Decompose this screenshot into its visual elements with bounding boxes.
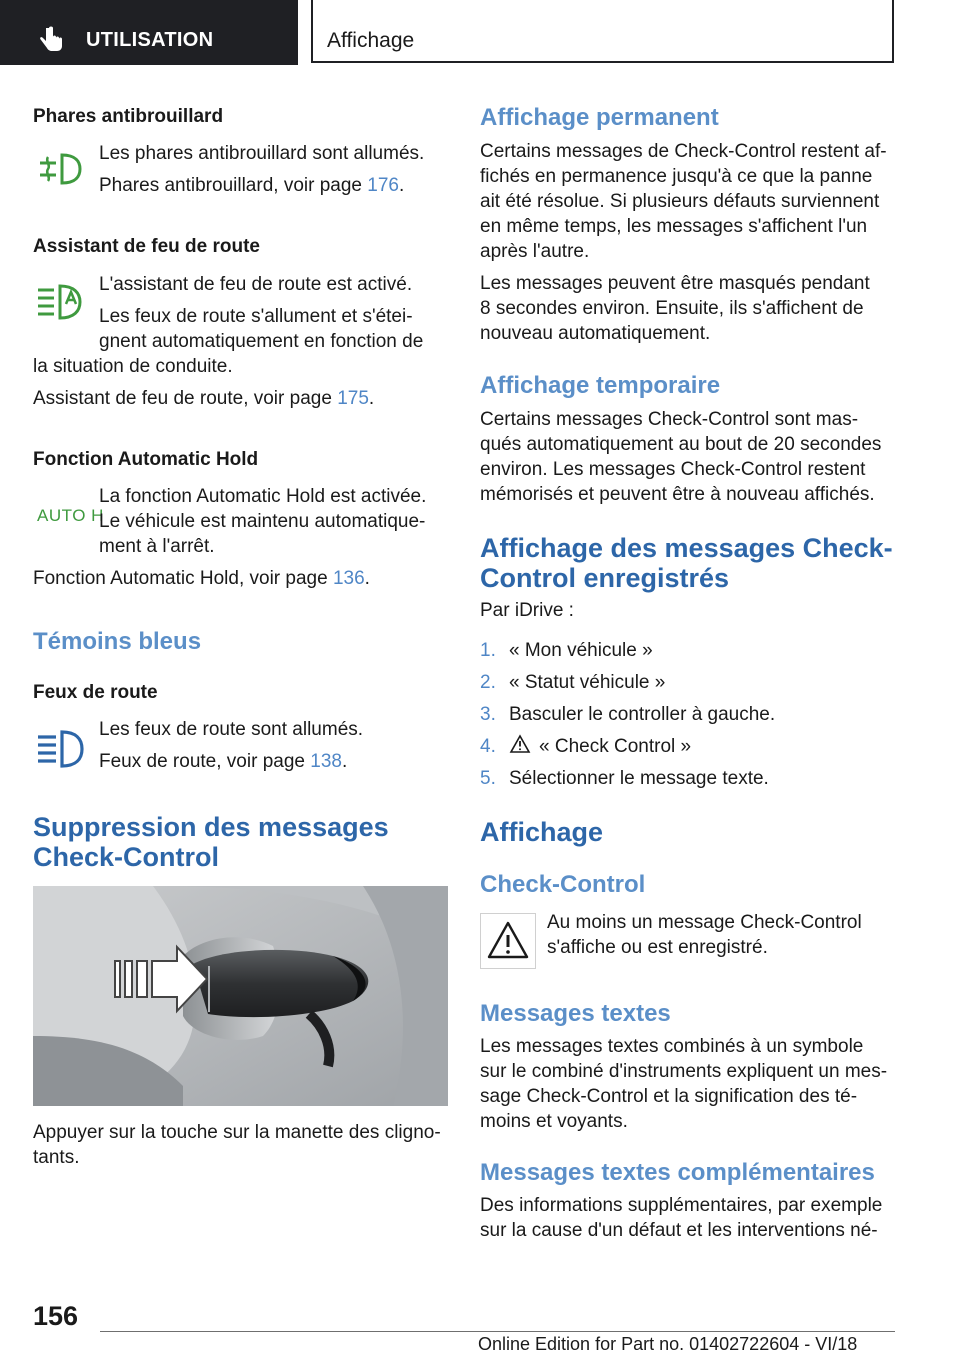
fog-line-1: Les phares antibrouillard sont allumés. bbox=[99, 143, 425, 164]
check-control-heading: Check-Control bbox=[480, 871, 646, 898]
high-beam-icon bbox=[36, 728, 86, 770]
section-tab bbox=[311, 0, 894, 63]
permanent-p1-line-3: ait été résolue. Si plusieurs défauts surviennent bbox=[480, 191, 880, 212]
extra-messages-heading: Messages textes complémentaires bbox=[480, 1159, 875, 1186]
highbeam-line-1: Les feux de route sont allumés. bbox=[99, 719, 364, 740]
display-heading: Affichage bbox=[480, 817, 604, 847]
hand-pointer-icon bbox=[38, 26, 64, 54]
page-number: 156 bbox=[33, 1301, 79, 1331]
text-messages-line-1: Les messages textes combinés à un symbole bbox=[480, 1036, 864, 1057]
auto-hold-line-1: La fonction Automatic Hold est activée. bbox=[99, 486, 427, 507]
highbeam-assist-line-3: gnent automatiquement en fonction de bbox=[99, 331, 424, 352]
auto-hold-line-3: ment à l'arrêt. bbox=[99, 536, 215, 557]
highbeam-assist-icon bbox=[36, 282, 86, 322]
fog-line-2: Phares antibrouillard, voir page 176. bbox=[99, 175, 405, 196]
step-5: 5. Sélectionner le message texte. bbox=[480, 768, 769, 789]
highbeam-assist-page-link[interactable]: 175 bbox=[337, 388, 369, 409]
step-1: 1. « Mon véhicule » bbox=[480, 640, 653, 661]
extra-messages-line-2: sur la cause d'un défaut et les interventions né- bbox=[480, 1220, 878, 1241]
highbeam-assist-title: Assistant de feu de route bbox=[33, 236, 260, 257]
edition-info: Online Edition for Part no. 01402722604 - VI/18 bbox=[478, 1334, 858, 1354]
highbeam-page-link[interactable]: 138 bbox=[310, 751, 342, 772]
permanent-heading: Affichage permanent bbox=[480, 104, 719, 131]
stored-heading-2: Control enregistrés bbox=[480, 563, 730, 593]
permanent-p1-line-1: Certains messages de Check-Control restent af- bbox=[480, 141, 887, 162]
highbeam-assist-line-5: Assistant de feu de route, voir page 175. bbox=[33, 388, 375, 409]
extra-messages-line-1: Des informations supplémentaires, par exemple bbox=[480, 1195, 883, 1216]
stored-heading-1: Affichage des messages Check- bbox=[480, 533, 893, 563]
check-control-line-1: Au moins un message Check-Control bbox=[547, 912, 862, 933]
permanent-p2-line-1: Les messages peuvent être masqués pendant bbox=[480, 273, 870, 294]
permanent-p1-line-4: en même temps, les messages s'affichent l'un bbox=[480, 216, 868, 237]
check-control-line-2: s'affiche ou est enregistré. bbox=[547, 937, 768, 958]
temporary-line-3: environ. Les messages Check-Control restent bbox=[480, 459, 866, 480]
fog-light-icon bbox=[36, 151, 86, 187]
permanent-p1-line-5: après l'autre. bbox=[480, 241, 590, 262]
suppression-heading-2: Check-Control bbox=[33, 842, 220, 872]
turn-signal-stalk-photo bbox=[33, 886, 448, 1106]
chapter-label: UTILISATION bbox=[86, 29, 214, 51]
highbeam-assist-line-1: L'assistant de feu de route est activé. bbox=[99, 274, 413, 295]
suppression-heading-1: Suppression des messages bbox=[33, 812, 389, 842]
fog-page-link[interactable]: 176 bbox=[367, 175, 399, 196]
auto-hold-icon: AUTO H bbox=[37, 506, 104, 525]
photo-caption-1: Appuyer sur la touche sur la manette des cligno- bbox=[33, 1122, 441, 1143]
step-4: 4. « Check Control » bbox=[480, 736, 692, 757]
highbeam-line-2: Feux de route, voir page 138. bbox=[99, 751, 348, 772]
footer-divider bbox=[100, 1331, 895, 1332]
highbeam-assist-line-4: la situation de conduite. bbox=[33, 356, 233, 377]
text-messages-heading: Messages textes bbox=[480, 1000, 671, 1027]
step-2: 2. « Statut véhicule » bbox=[480, 672, 666, 693]
auto-hold-page-link[interactable]: 136 bbox=[332, 568, 365, 589]
step-3: 3. Basculer le controller à gauche. bbox=[480, 704, 776, 725]
highbeam-title: Feux de route bbox=[33, 682, 158, 703]
temporary-line-2: qués automatiquement au bout de 20 secondes bbox=[480, 434, 882, 455]
chapter-tab bbox=[0, 0, 298, 65]
text-messages-line-3: sage Check-Control et la signification des té- bbox=[480, 1086, 858, 1107]
text-messages-line-4: moins et voyants. bbox=[480, 1111, 628, 1132]
permanent-p1-line-2: fichés en permanence jusqu'à ce que la panne bbox=[480, 166, 873, 187]
photo-caption-2: tants. bbox=[33, 1147, 80, 1168]
warning-triangle-icon bbox=[509, 734, 531, 754]
temporary-line-4: mémorisés et peuvent être à nouveau affichés. bbox=[480, 484, 875, 505]
fog-title: Phares antibrouillard bbox=[33, 106, 224, 127]
blue-indicators-heading: Témoins bleus bbox=[33, 628, 202, 655]
text-messages-line-2: sur le combiné d'instruments expliquent un mes- bbox=[480, 1061, 888, 1082]
highbeam-assist-line-2: Les feux de route s'allument et s'étei- bbox=[99, 306, 413, 327]
auto-hold-line-4: Fonction Automatic Hold, voir page 136. bbox=[33, 568, 370, 589]
permanent-p2-line-2: 8 secondes environ. Ensuite, ils s'affichent de bbox=[480, 298, 864, 319]
stored-intro: Par iDrive : bbox=[480, 600, 574, 621]
temporary-line-1: Certains messages Check-Control sont mas- bbox=[480, 409, 859, 430]
auto-hold-title: Fonction Automatic Hold bbox=[33, 449, 259, 470]
section-label: Affichage bbox=[327, 29, 415, 52]
permanent-p2-line-3: nouveau automatiquement. bbox=[480, 323, 711, 344]
check-control-warning-icon bbox=[480, 913, 536, 969]
temporary-heading: Affichage temporaire bbox=[480, 372, 721, 399]
auto-hold-line-2: Le véhicule est maintenu automatique- bbox=[99, 511, 426, 532]
